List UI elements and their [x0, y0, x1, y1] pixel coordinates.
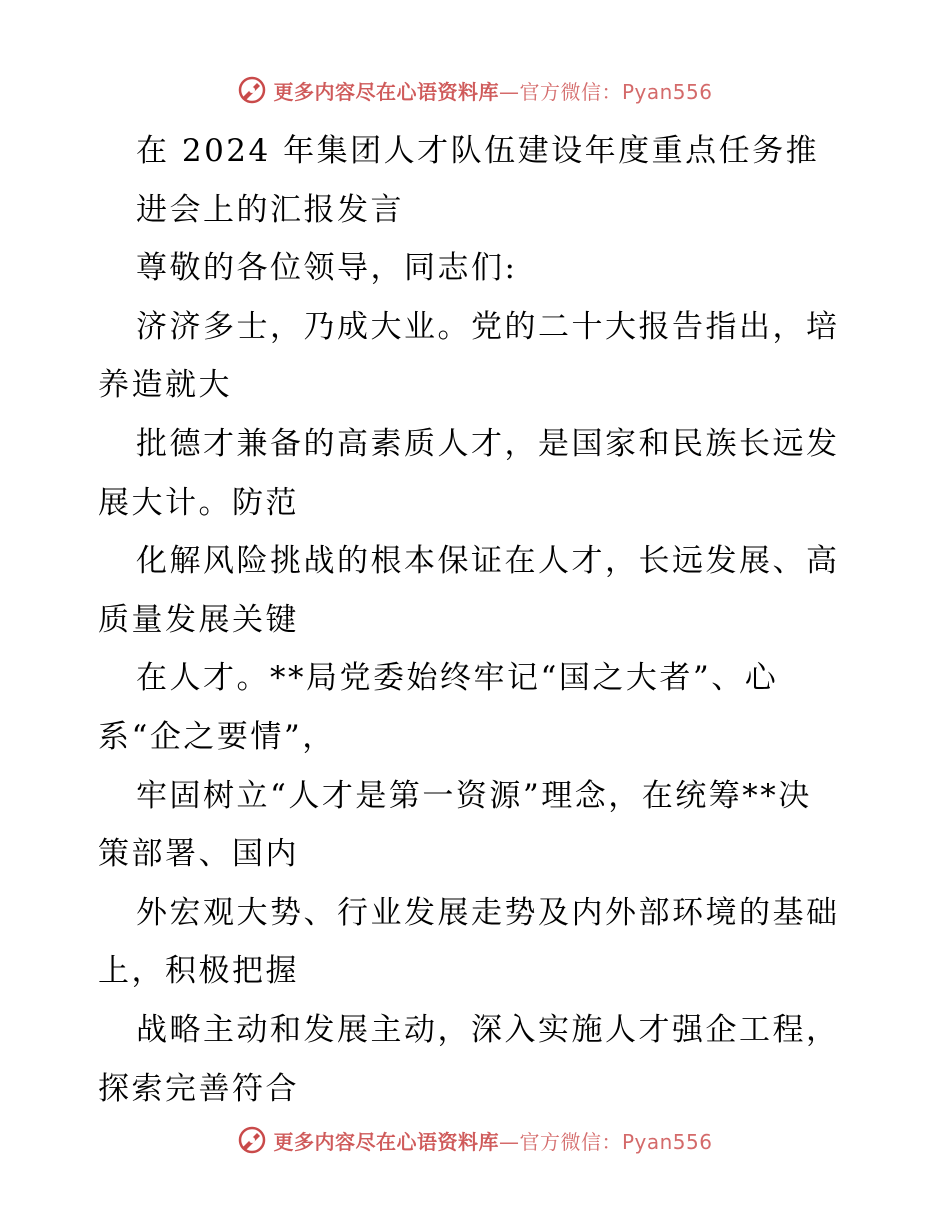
text-line: 进会上的汇报发言	[136, 191, 404, 228]
watermark-separator: —	[498, 79, 520, 104]
watermark-text	[273, 1126, 712, 1155]
watermark-separator: —	[498, 1129, 520, 1154]
watermark-text	[273, 76, 712, 105]
text-line: 策部署、国内	[98, 836, 299, 873]
text-line: 展大计。防范	[98, 484, 299, 521]
document-body	[98, 122, 858, 1118]
text-line: 在人才。**局党委始终牢记“国之大者”、心	[136, 660, 779, 697]
text-line: 系“企之要情”，	[98, 718, 336, 755]
watermark-brand: 更多内容尽在心语资料库	[273, 1129, 499, 1154]
text-line: 济济多士，乃成大业。党的二十大报告指出，培	[136, 308, 840, 345]
text-line: 质量发展关键	[98, 601, 299, 638]
pen-circle-logo-icon	[237, 1125, 267, 1155]
text-line: 化解风险挑战的根本保证在人才，长远发展、高	[136, 543, 840, 580]
text-line: 养造就大	[98, 367, 232, 404]
text-line: 上，积极把握	[98, 953, 299, 990]
text-line: 外宏观大势、行业发展走势及内外部环境的基础	[136, 894, 840, 931]
watermark-official: 官方微信：Pyan556	[519, 1129, 713, 1154]
header-watermark	[0, 70, 950, 110]
text-line: 战略主动和发展主动，深入实施人才强企工程，	[136, 1011, 840, 1048]
text-line: 尊敬的各位领导，同志们:	[136, 250, 518, 287]
text-line: 在 2024 年集团人才队伍建设年度重点任务推	[136, 133, 820, 169]
pen-circle-logo-icon	[237, 75, 267, 105]
watermark-brand: 更多内容尽在心语资料库	[273, 79, 499, 104]
watermark-official: 官方微信：Pyan556	[519, 79, 713, 104]
text-line: 批德才兼备的高素质人才，是国家和民族长远发	[136, 425, 840, 462]
footer-watermark	[0, 1120, 950, 1160]
text-line: 牢固树立“人才是第一资源”理念，在统筹**决	[136, 777, 812, 814]
text-line: 探索完善符合	[98, 1070, 299, 1107]
